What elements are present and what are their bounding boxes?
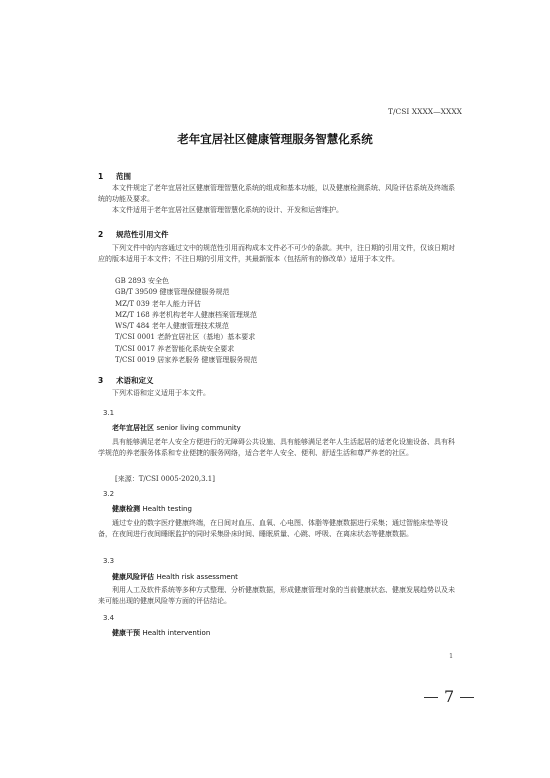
page-number-value: 7 bbox=[444, 687, 455, 706]
term-number: 3.2 bbox=[103, 490, 115, 498]
section-title: 术语和定义 bbox=[116, 376, 154, 385]
section-heading-scope bbox=[98, 171, 131, 182]
section-heading-terms bbox=[98, 375, 154, 386]
dash-left bbox=[424, 697, 438, 698]
term-en: Health testing bbox=[142, 505, 192, 513]
term-cn: 健康干预 bbox=[112, 629, 140, 637]
reference-item: MZ/T 168 养老机构老年人健康档案管理规范 bbox=[115, 310, 257, 319]
section-title: 规范性引用文件 bbox=[116, 230, 169, 239]
section-title: 范围 bbox=[116, 172, 131, 181]
reference-item: T/CSI 0019 居家养老服务 健康管理服务规范 bbox=[115, 356, 258, 365]
term-heading bbox=[112, 423, 241, 433]
term-heading bbox=[112, 572, 238, 582]
section-number: 1 bbox=[98, 172, 104, 181]
term-source: [来源：T/CSI 0005-2020,3.1] bbox=[115, 475, 215, 483]
term-number: 3.4 bbox=[103, 614, 115, 622]
dash-right bbox=[460, 697, 474, 698]
page-number bbox=[418, 687, 480, 706]
term-cn: 健康风险评估 bbox=[112, 573, 154, 581]
reference-item: MZ/T 039 老年人能力评估 bbox=[115, 299, 201, 308]
normative-intro: 下列文件中的内容通过文中的规范性引用而构成本文件必不可少的条款。其中，注日期的引用文件，仅该日期对应的版本适用于本文件；不注日期的引用文件，其最新版本（包括所有的修改单）适用于本文件。 bbox=[98, 244, 455, 263]
term-cn: 老年宜居社区 bbox=[112, 424, 154, 432]
reference-list bbox=[115, 276, 257, 366]
term-definition: 利用人工及软件系统等多种方式整理、分析健康数据，形成健康管理对象的当前健康状态、健康发展趋势以及未来可能出现的健康风险等方面的评估结论。 bbox=[98, 586, 455, 605]
term-en: Health risk assessment bbox=[156, 573, 238, 581]
terms-intro: 下列术语和定义适用于本文件。 bbox=[112, 389, 210, 397]
reference-item: WS/T 484 老年人健康管理技术规范 bbox=[115, 322, 229, 331]
term-number: 3.3 bbox=[103, 557, 115, 565]
term-en: senior living community bbox=[156, 424, 241, 432]
reference-item: GB 2893 安全色 bbox=[115, 277, 170, 285]
term-cn: 健康检测 bbox=[112, 505, 140, 513]
reference-item: GB/T 39509 健康管理保健服务规范 bbox=[115, 288, 230, 297]
standard-code: T/CSI XXXX—XXXX bbox=[388, 107, 462, 116]
document-title: 老年宜居社区健康管理服务智慧化系统 bbox=[177, 132, 373, 146]
term-definition: 通过专业的数字医疗健康终端，在日间对血压、血氧、心电图、体脂等健康数据进行采集；通过智能床垫等设备，在夜间进行夜间睡眠监护的同时采集卧床时间、睡眠质量、心跳、呼吸、在离床状态等健康数据。 bbox=[98, 519, 448, 538]
term-definition: 具有能够满足老年人安全方便进行的无障碍公共设施、具有能够满足老年人生活起居的适老化设施设备、具有科学规范的养老服务体系和专业便捷的服务网络，适合老年人安全、便利、舒适生活和尊严养老的社区。 bbox=[98, 438, 455, 457]
scope-paragraph-2: 本文件适用于老年宜居社区健康管理智慧化系统的设计、开发和运营维护。 bbox=[112, 206, 343, 214]
section-number: 3 bbox=[98, 376, 104, 385]
section-number: 2 bbox=[98, 230, 104, 239]
term-heading bbox=[112, 504, 192, 514]
reference-item: T/CSI 0001 老龄宜居社区（基地）基本要求 bbox=[115, 333, 256, 342]
folio-number: 1 bbox=[449, 652, 454, 660]
term-number: 3.1 bbox=[103, 409, 115, 417]
reference-item: T/CSI 0017 养老智能化系统安全要求 bbox=[115, 344, 235, 353]
term-heading bbox=[112, 628, 210, 638]
section-heading-normative bbox=[98, 229, 169, 240]
scope-paragraph-1: 本文件规定了老年宜居社区健康管理智慧化系统的组成和基本功能，以及健康检测系统、风险评估系统及终端系统的功能及要求。 bbox=[98, 184, 455, 203]
term-en: Health intervention bbox=[142, 629, 211, 637]
